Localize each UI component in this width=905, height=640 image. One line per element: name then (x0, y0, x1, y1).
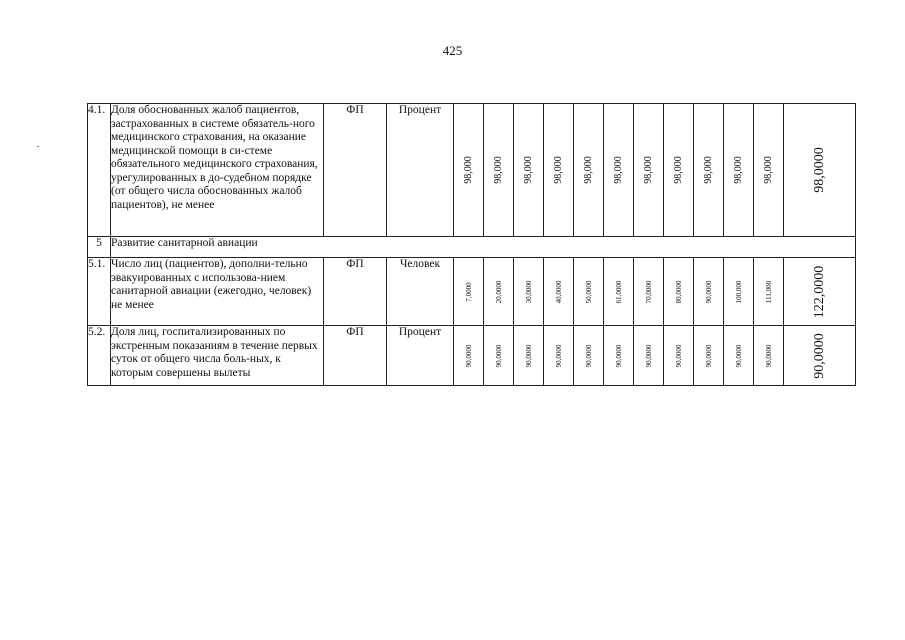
value-cell (454, 258, 484, 326)
unit-cell: Человек (387, 258, 454, 326)
value-cell (544, 258, 574, 326)
value-text: 90,0000 (644, 344, 653, 367)
value-cell (454, 104, 484, 237)
value-cell (514, 104, 544, 237)
value-cell (484, 326, 514, 386)
value-text: 90,0000 (704, 344, 713, 367)
total-cell (784, 326, 856, 386)
value-text: 98,000 (522, 156, 534, 184)
value-text: 98,000 (672, 156, 684, 184)
value-cell (514, 258, 544, 326)
value-cell (754, 258, 784, 326)
value-cell (754, 104, 784, 237)
value-cell (694, 104, 724, 237)
value-cell (514, 326, 544, 386)
value-text: 90,0000 (614, 344, 623, 367)
row-number: 4.1. (88, 104, 111, 237)
indicators-table (87, 103, 856, 386)
value-cell (664, 258, 694, 326)
value-text: 90,0000 (464, 344, 473, 367)
indicator-name: Число лиц (пациентов), дополни-тельно эвакуированных с использова-нием санитарной авиации (ежегодно, человек) не менее (111, 258, 324, 326)
value-cell (634, 258, 664, 326)
indicator-name: Доля лиц, госпитализированных по экстренным показаниям в течение первых суток от общего числа боль-ных, к которым совершены вылеты (111, 326, 324, 386)
scan-speck (37, 146, 39, 147)
value-cell (604, 258, 634, 326)
value-text: 90,0000 (584, 344, 593, 367)
value-text: 90,0000 (734, 344, 743, 367)
value-text: 98,000 (462, 156, 474, 184)
table-row (88, 326, 856, 386)
value-cell (664, 326, 694, 386)
value-cell (724, 104, 754, 237)
value-cell (484, 104, 514, 237)
value-cell (604, 104, 634, 237)
unit-cell: Процент (387, 326, 454, 386)
value-text: 70,0000 (644, 280, 653, 303)
value-text: 98,000 (732, 156, 744, 184)
value-cell (454, 326, 484, 386)
row-number: 5.1. (88, 258, 111, 326)
value-cell (574, 326, 604, 386)
value-text: 98,000 (762, 156, 774, 184)
value-text: 90,0000 (494, 344, 503, 367)
indicator-name: Доля обоснованных жалоб пациентов, застрахованных в системе обязатель-ного медицинского страхования, на оказание медицинской помощи в си-стеме обязательного медицинского страхования, урегулированных в до-судебном порядке (от общего числа обоснованных жалоб пациентов), не менее (111, 104, 324, 237)
value-text: 90,0000 (554, 344, 563, 367)
value-text: 98,000 (492, 156, 504, 184)
total-text: 90,0000 (811, 332, 827, 379)
value-text: 80,0000 (674, 280, 683, 303)
source-cell: ФП (324, 326, 387, 386)
source-cell: ФП (324, 104, 387, 237)
section-number: 5 (88, 237, 111, 258)
value-cell (724, 326, 754, 386)
value-text: 90,0000 (764, 344, 773, 367)
value-text: 90,0000 (524, 344, 533, 367)
value-cell (724, 258, 754, 326)
value-text: 111,000 (764, 280, 773, 303)
value-text: 90,0000 (704, 280, 713, 303)
value-cell (754, 326, 784, 386)
value-cell (694, 258, 724, 326)
value-text: 20,0000 (494, 280, 503, 303)
value-text: 61,0000 (614, 280, 623, 303)
value-cell (664, 104, 694, 237)
section-title: Развитие санитарной авиации (111, 237, 856, 258)
source-cell: ФП (324, 258, 387, 326)
section-row (88, 237, 856, 258)
value-text: 98,000 (702, 156, 714, 184)
value-cell (574, 104, 604, 237)
value-text: 98,000 (552, 156, 564, 184)
unit-cell: Процент (387, 104, 454, 237)
row-number: 5.2. (88, 326, 111, 386)
table-row (88, 104, 856, 237)
value-text: 50,0000 (584, 280, 593, 303)
value-cell (634, 104, 664, 237)
value-text: 30,0000 (524, 280, 533, 303)
total-text: 98,0000 (811, 147, 827, 193)
total-text: 122,0000 (811, 265, 827, 318)
value-text: 90,0000 (674, 344, 683, 367)
value-text: 40,0000 (554, 280, 563, 303)
value-text: 98,000 (582, 156, 594, 184)
value-text: 98,000 (642, 156, 654, 184)
value-cell (544, 326, 574, 386)
value-cell (604, 326, 634, 386)
value-cell (634, 326, 664, 386)
total-cell (784, 104, 856, 237)
value-cell (694, 326, 724, 386)
value-text: 7,0000 (464, 281, 473, 302)
value-cell (484, 258, 514, 326)
value-text: 100,000 (734, 280, 743, 303)
value-cell (544, 104, 574, 237)
page-number: 425 (442, 43, 463, 58)
value-text: 98,000 (612, 156, 624, 184)
table-row (88, 258, 856, 326)
value-cell (574, 258, 604, 326)
total-cell (784, 258, 856, 326)
